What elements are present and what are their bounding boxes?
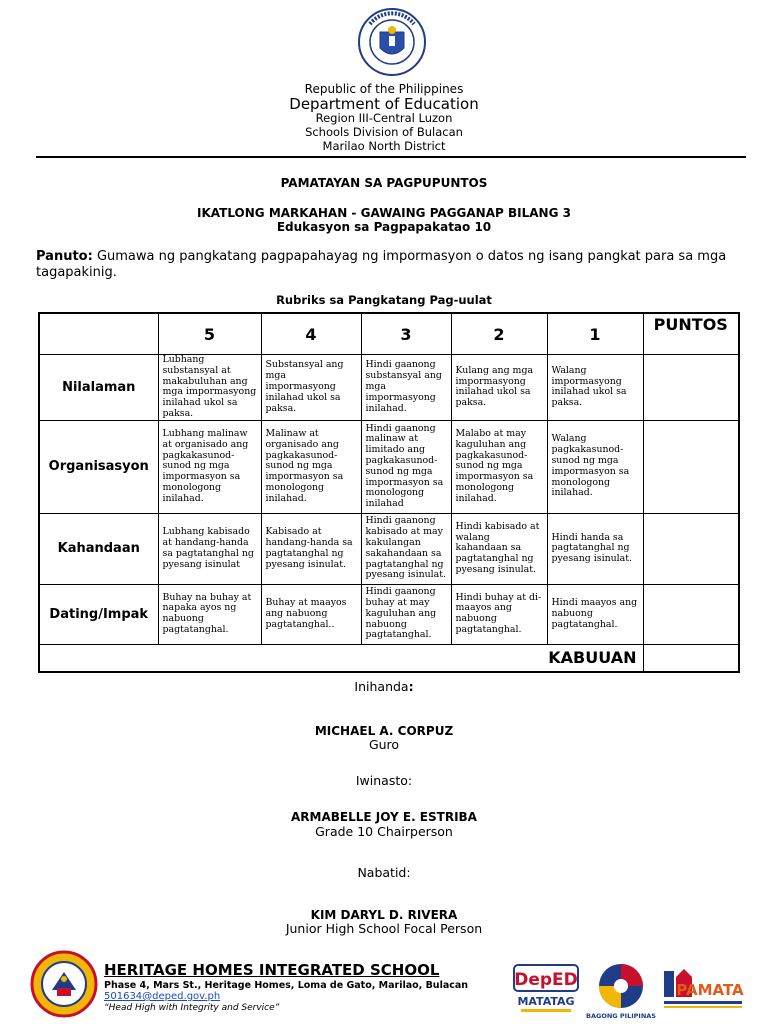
descriptor-cell: Walang impormasyong inilahad ukol sa paksa. <box>547 355 643 421</box>
points-header: PUNTOS <box>643 313 739 355</box>
school-email-link[interactable]: 501634@deped.gov.ph <box>104 991 221 1002</box>
subject-title: Edukasyon sa Pagpapakatao 10 <box>276 220 492 234</box>
district-text: Marilao North District <box>322 139 446 153</box>
prepared-label <box>0 679 768 694</box>
descriptor-cell: Kulang ang mga impormasyong inilahad ukol sa paksa. <box>451 355 547 421</box>
criterion-label: Organisasyon <box>39 420 158 513</box>
descriptor-cell: Walang pagkakasunod-sunod ng mga impormasyon sa monologong inilahad. <box>547 420 643 513</box>
descriptor-cell: Kabisado at handang-handa sa pagtatanghal ng pyesang isinulat. <box>261 513 361 584</box>
rubric-row-kahandaan <box>39 513 739 584</box>
school-motto: “Head High with Integrity and Service” <box>104 1003 280 1013</box>
descriptor-cell: Lubhang kabisado at handang-handa sa pagtatanghal ng pyesang isinulat <box>158 513 261 584</box>
instruction-text: Gumawa ng pangkatang pagpapahayag ng impormasyon o datos ng isang pangkat para sa mga tagapakinig. <box>36 249 727 280</box>
score-header-1: 1 <box>547 313 643 355</box>
deped-matatag-logo <box>513 963 579 1015</box>
prepared-name: MICHAEL A. CORPUZ <box>314 724 454 738</box>
header-blank-cell <box>39 313 158 355</box>
total-label: KABUUAN <box>39 644 643 672</box>
noted-title: Junior High School Focal Person <box>285 921 483 936</box>
score-header-2: 2 <box>451 313 547 355</box>
department-text: Department of Education <box>289 95 479 113</box>
descriptor-cell: Hindi buhay at di- maayos ang nabuong pagtatanghal. <box>451 584 547 644</box>
points-cell[interactable] <box>643 513 739 584</box>
rubric-row-organisasyon <box>39 420 739 513</box>
descriptor-cell: Buhay at maayos ang nabuong pagtatanghal.. <box>261 584 361 644</box>
descriptor-cell: Hindi maayos ang nabuong pagtatanghal. <box>547 584 643 644</box>
checked-name: ARMABELLE JOY E. ESTRIBA <box>291 810 477 824</box>
prepared-colon: : <box>408 679 414 694</box>
descriptor-cell: Hindi gaanong malinaw at limitado ang pagkakasunod-sunod ng mga impormasyon sa monologong inilahad <box>361 420 451 513</box>
checked-label: Iwinasto: <box>355 773 413 788</box>
descriptor-cell: Buhay na buhay at napaka ayos ng nabuong pagtatanghal. <box>158 584 261 644</box>
checked-title: Grade 10 Chairperson <box>315 824 453 839</box>
criterion-label: Dating/Impak <box>39 584 158 644</box>
noted-name: KIM DARYL D. RIVERA <box>310 908 458 922</box>
prepared-label-text: Inihanda <box>354 679 409 694</box>
header-divider <box>36 156 746 158</box>
svg-text:DepED: DepED <box>514 970 578 990</box>
bagong-pilipinas-logo <box>586 962 656 1020</box>
rubric-header-row <box>39 313 739 355</box>
rubric-row-dating-impak <box>39 584 739 644</box>
quarter-title: IKATLONG MARKAHAN - GAWAING PAGGANAP BILANG 3 <box>197 206 571 220</box>
descriptor-cell: Malabo at may kaguluhan ang pagkakasunod-sunod ng mga impormasyon sa monologong inilahad. <box>451 420 547 513</box>
region-text: Region III-Central Luzon <box>315 111 453 125</box>
school-name: HERITAGE HOMES INTEGRATED SCHOOL <box>104 961 440 979</box>
criterion-label: Nilalaman <box>39 355 158 421</box>
score-header-5: 5 <box>158 313 261 355</box>
rubric-title: Rubriks sa Pangkatang Pag-uulat <box>276 293 492 307</box>
descriptor-cell: Malinaw at organisado ang pagkakasunod-sunod ng mga impormasyon sa monologong inilahad. <box>261 420 361 513</box>
svg-text:MATATAG: MATATAG <box>517 995 575 1008</box>
total-points-cell[interactable] <box>643 644 739 672</box>
instruction-label: Panuto: <box>36 249 93 264</box>
criterion-label: Kahandaan <box>39 513 158 584</box>
rubric-table <box>38 312 740 673</box>
ipamata-logo <box>662 963 744 1011</box>
svg-text:BAGONG PILIPINAS: BAGONG PILIPINAS <box>586 1012 656 1020</box>
document-title: PAMATAYAN SA PAGPUPUNTOS <box>280 176 488 190</box>
descriptor-cell: Lubhang malinaw at organisado ang pagkakasunod-sunod ng mga impormasyon sa monologong inilahad. <box>158 420 261 513</box>
descriptor-cell: Hindi gaanong substansyal ang mga impormasyong inilahad. <box>361 355 451 421</box>
descriptor-cell: Hindi handa sa pagtatanghal ng pyesang isinulat. <box>547 513 643 584</box>
rubric-row-nilalaman <box>39 355 739 421</box>
descriptor-cell: Lubhang substansyal at makabuluhan ang mga impormasyong inilahad ukol sa paksa. <box>158 355 261 421</box>
subtitle-block <box>0 206 768 234</box>
school-seal-logo <box>30 950 98 1018</box>
instructions <box>36 249 744 281</box>
points-cell[interactable] <box>643 420 739 513</box>
prepared-title: Guro <box>368 737 400 752</box>
division-text: Schools Division of Bulacan <box>305 125 463 139</box>
descriptor-cell: Hindi gaanong kabisado at may kakulangan sakahandaan sa pagtatanghal ng pyesang isinulat. <box>361 513 451 584</box>
office-lines <box>0 111 768 153</box>
school-address: Phase 4, Mars St., Heritage Homes, Loma de Gato, Marilao, Bulacan <box>104 980 469 991</box>
deped-seal-logo <box>358 6 426 78</box>
points-cell[interactable] <box>643 355 739 421</box>
score-header-4: 4 <box>261 313 361 355</box>
noted-label: Nabatid: <box>357 865 411 880</box>
svg-text:PAMATA: PAMATA <box>676 981 744 999</box>
republic-text: Republic of the Philippines <box>304 82 464 96</box>
descriptor-cell: Substansyal ang mga impormasyong inilahad ukol sa paksa. <box>261 355 361 421</box>
descriptor-cell: Hindi gaanong buhay at may kaguluhan ang nabuong pagtatanghal. <box>361 584 451 644</box>
points-cell[interactable] <box>643 584 739 644</box>
score-header-3: 3 <box>361 313 451 355</box>
rubric-total-row <box>39 644 739 672</box>
descriptor-cell: Hindi kabisado at walang kahandaan sa pagtatanghal ng pyesang isinulat. <box>451 513 547 584</box>
